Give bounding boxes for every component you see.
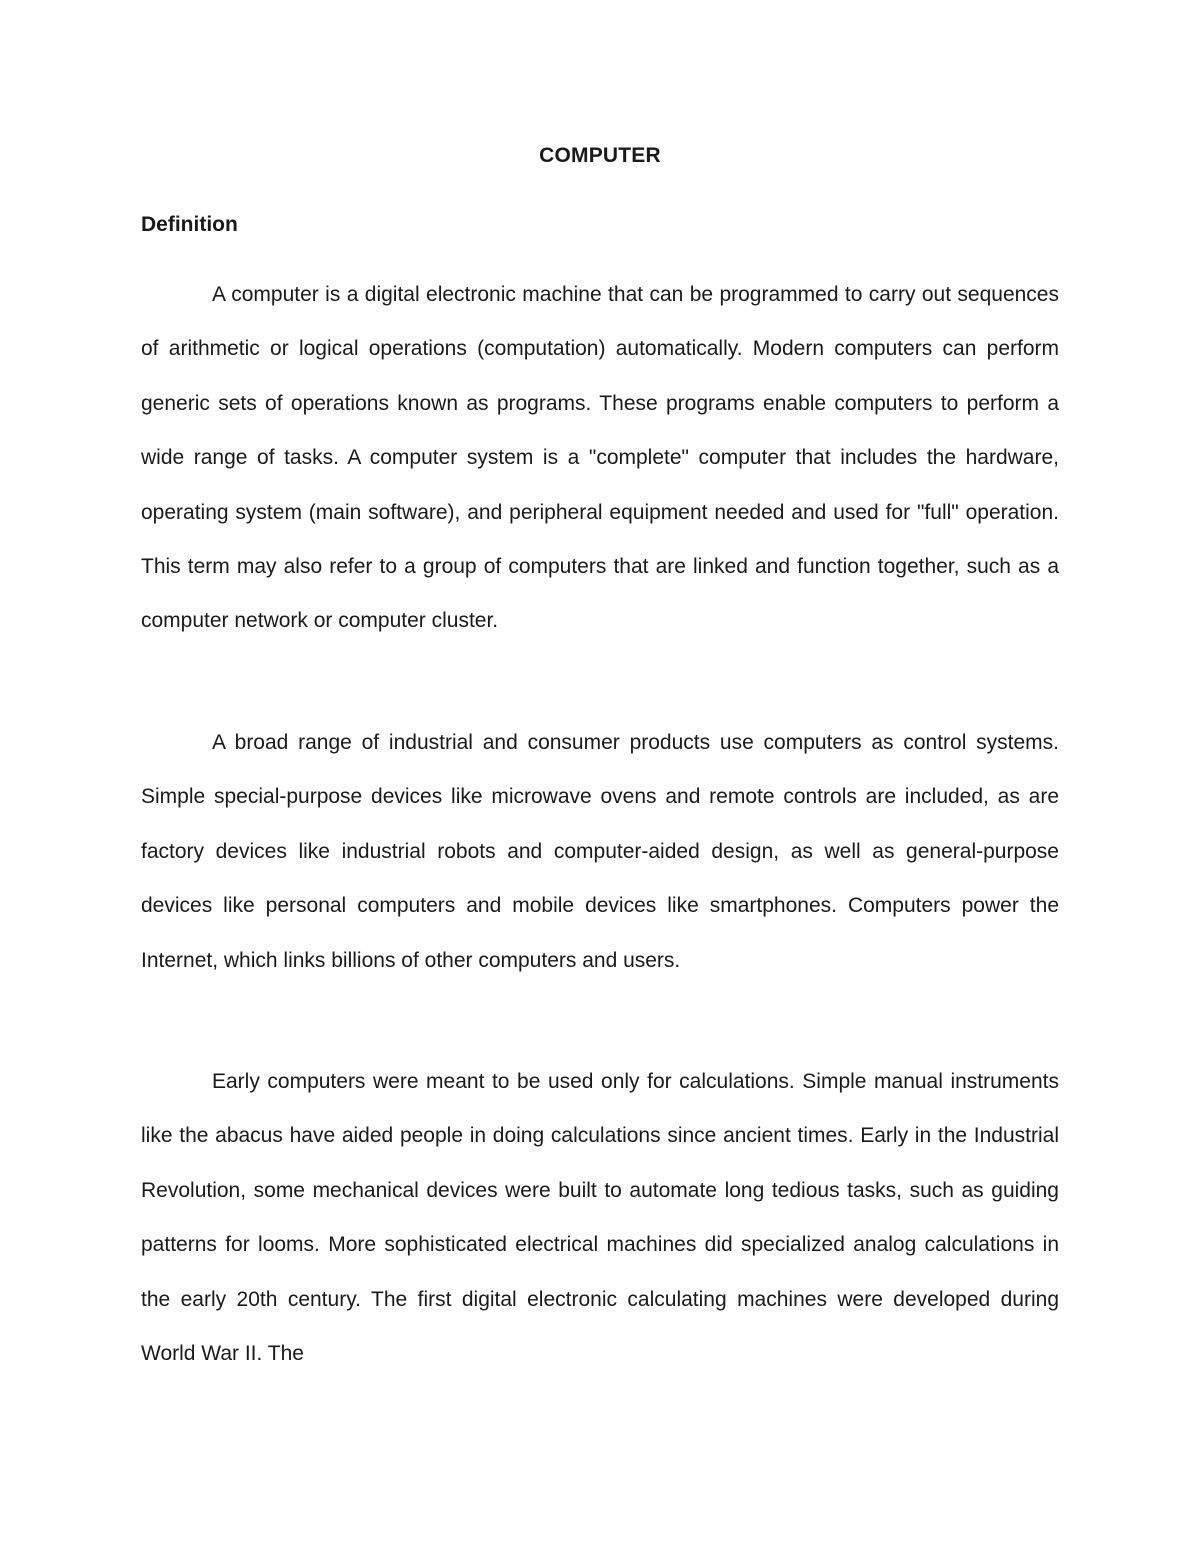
paragraph-applications: A broad range of industrial and consumer products use computers as control systems. Simple special-purpose devices like microwave ovens and remote controls are included, as are factory devices like industrial robots and computer-aided design, as well as general-purpose devices like personal computers and mobile devices like smartphones. Computers power the Internet, which links billions of other computers and users. (141, 731, 1059, 972)
section-heading-definition: Definition (141, 213, 238, 236)
paragraph-history: Early computers were meant to be used only for calculations. Simple manual instruments like the abacus have aided people in doing calculations since ancient times. Early in the Industrial Revolution, some mechanical devices were built to automate long tedious tasks, such as guiding patterns for looms. More sophisticated electrical machines did specialized analog calculations in the early 20th century. The first digital electronic calculating machines were developed during World War II. The (141, 1070, 1059, 1366)
document-title: COMPUTER (539, 144, 661, 167)
paragraph-definition: A computer is a digital electronic machine that can be programmed to carry out sequences of arithmetic or logical operations (computation) automatically. Modern computers can perform generic sets of operations known as programs. These programs enable computers to perform a wide range of tasks. A computer system is a "complete" computer that includes the hardware, operating system (main software), and peripheral equipment needed and used for "full" operation. This term may also refer to a group of computers that are linked and function together, such as a computer network or computer cluster. (141, 283, 1059, 633)
